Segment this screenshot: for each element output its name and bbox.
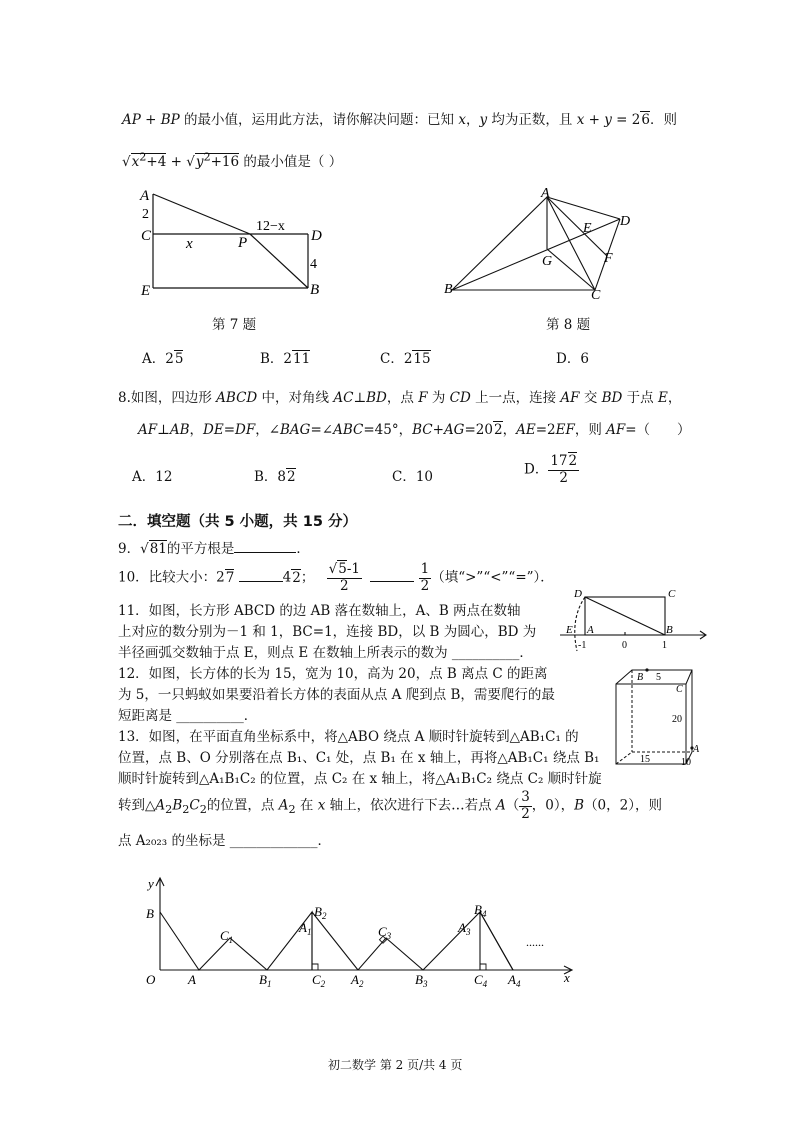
fig12-label-5: 5	[656, 672, 661, 683]
fig8-label-a: A	[541, 186, 550, 201]
fig12-label-10: 10	[681, 757, 691, 768]
q7-caption: 第 7 题	[212, 317, 257, 333]
fig7-label-12x: 12−x	[256, 219, 285, 234]
q11-line3: 半径画弧交数轴于点 E，则点 E 在数轴上所表示的数为 __________．	[118, 645, 533, 661]
q7-figure	[130, 180, 340, 300]
q8-figure	[440, 185, 640, 300]
fig11-label-b: B	[666, 624, 673, 636]
fig7-label-x: x	[186, 236, 193, 252]
fig12-label-c: C	[676, 684, 683, 695]
fig7-label-e: E	[141, 283, 151, 299]
fig11-tick-1: 1	[662, 640, 667, 651]
q8-option-a: A．12	[132, 469, 173, 485]
fig13-label-b2: $B_2$	[314, 904, 327, 921]
q10-line: 10．比较大小：27 42； $\frac{√5-1}{2}$ $\frac{1}{2}$ （填“>”“<”“=”）．	[118, 561, 554, 594]
fig11-label-c: C	[668, 588, 676, 600]
fig7-line-ap	[153, 194, 250, 234]
q12-figure	[606, 662, 706, 772]
fig8-label-b: B	[444, 282, 453, 297]
fig12-label-b: B	[637, 672, 644, 683]
fig13-label-c3: $C_3$	[378, 924, 392, 941]
fig13-label-a4: $A_4$	[508, 972, 521, 989]
q13-line3: 顺时针旋转到△A₁B₁C₂ 的位置，点 C₂ 在 x 轴上，将△A₁B₁C₂ 绕点 C₂ 顺时针旋	[118, 771, 602, 787]
fig13-label-a2: $A_2$	[351, 972, 364, 989]
fig13-label-b1: $B_1$	[259, 972, 272, 989]
fig7-label-b: B	[310, 282, 320, 298]
fig7-label-a: A	[140, 188, 150, 204]
q8-caption: 第 8 题	[546, 317, 591, 333]
q7-option-b: B．211	[260, 351, 311, 367]
fig13-label-a1: $A_1$	[299, 920, 312, 937]
fig13-label-a: A	[188, 972, 196, 987]
fig11-label-a: A	[587, 624, 594, 636]
q7-option-d: D．6	[556, 351, 589, 367]
fig12-label-20: 20	[672, 714, 682, 725]
fig13-label-c1: $C_1$	[220, 928, 234, 945]
q8-line2: AF⊥AB，DE=DF，∠BAG=∠ABC=45°，BC+AG=202，AE=2EF，则 AF=（ ）	[138, 422, 691, 438]
fig11-tick-neg1: -1	[578, 640, 587, 651]
page-footer: 初二数学 第 2 页/共 4 页	[328, 1058, 463, 1072]
fig7-label-c: C	[141, 228, 152, 244]
q12-line2: 为 5，一只蚂蚁如果要沿着长方体的表面从点 A 爬到点 B，需要爬行的最	[118, 687, 555, 703]
fig8-label-e: E	[583, 221, 592, 236]
fig8-label-d: D	[620, 214, 631, 229]
fig11-label-d: D	[574, 588, 582, 600]
fig13-label-a3: $A_3$	[458, 920, 471, 937]
fig7-label-2: 2	[142, 207, 149, 222]
fig13-label-b3: $B_3$	[415, 972, 428, 989]
fig13-label-x: x	[564, 970, 570, 985]
q12-line3: 短距离是 __________．	[118, 708, 258, 724]
q7-line2: $√x^2+4 + √y^2+16$ 的最小值是（ ）	[122, 150, 343, 170]
q13-line1: 13．如图，在平面直角坐标系中，将△ABO 绕点 A 顺时针旋转到△AB₁C₁ 的	[118, 729, 579, 745]
fig13-dots: ......	[526, 935, 544, 949]
fig7-label-d: D	[311, 228, 322, 244]
fig13-label-y: y	[148, 876, 154, 891]
q8-option-c: C．10	[392, 469, 434, 485]
fig11-tick-0: 0	[622, 640, 627, 651]
q7-option-a: A．25	[142, 351, 184, 367]
q8-option-d: D． $\frac{172}{2}$	[524, 453, 578, 486]
q11-figure	[556, 585, 716, 657]
q7-line1: AP + BP 的最小值，运用此方法，请你解决问题：已知 x，y 均为正数，且 x + y = 26．则	[122, 112, 677, 128]
section2-title: 二．填空题（共 5 小题，共 15 分）	[118, 514, 357, 530]
fig11-label-e: E	[566, 624, 573, 636]
fig7-label-p: P	[238, 235, 248, 251]
fig8-label-c: C	[591, 288, 601, 300]
fig7-line-pb	[250, 234, 308, 288]
fig13-label-b: B	[146, 906, 154, 921]
q9-line: 9．√81的平方根是 ．	[118, 541, 310, 557]
fig8-label-g: G	[542, 254, 553, 269]
fig7-label-4: 4	[310, 257, 317, 272]
q13-line2: 位置，点 B、O 分别落在点 B₁、C₁ 处，点 B₁ 在 x 轴上，再将△AB₁C₁ 绕点 B₁	[118, 750, 600, 766]
fig8-label-f: F	[604, 251, 613, 266]
q13-figure	[140, 870, 580, 995]
q13-line5: 点 A₂₀₂₃ 的坐标是 _____________．	[118, 833, 332, 849]
q7-option-c: C．215	[380, 351, 431, 367]
fig13-label-c4: $C_4$	[474, 972, 488, 989]
q8-option-b: B．82	[254, 469, 296, 485]
q11-line2: 上对应的数分别为－1 和 1，BC=1，连接 BD，以 B 为圆心，BD 为	[118, 624, 537, 640]
fig13-label-c2: $C_2$	[312, 972, 326, 989]
fig12-label-a: A	[693, 744, 700, 755]
q11-line1: 11．如图，长方形 ABCD 的边 AB 落在数轴上，A、B 两点在数轴	[118, 603, 521, 619]
q8-line1: 8.如图，四边形 ABCD 中，对角线 AC⊥BD，点 F 为 CD 上一点，连接 AF 交 BD 于点 E，	[118, 390, 682, 406]
q13-line4: 转到$\triangle A_2B_2C_2$的位置，点 $A_2$ 在 x 轴上，依次进行下去…若点 A（ $\frac{3}{2}$ ，0），B（0，2），则	[118, 789, 662, 822]
fig13-label-b4: $B_4$	[474, 902, 487, 919]
fig12-label-15: 15	[640, 754, 650, 765]
fig13-label-o: O	[146, 972, 156, 987]
q12-line1: 12．如图，长方体的长为 15，宽为 10，高为 20，点 B 离点 C 的距离	[118, 666, 548, 682]
